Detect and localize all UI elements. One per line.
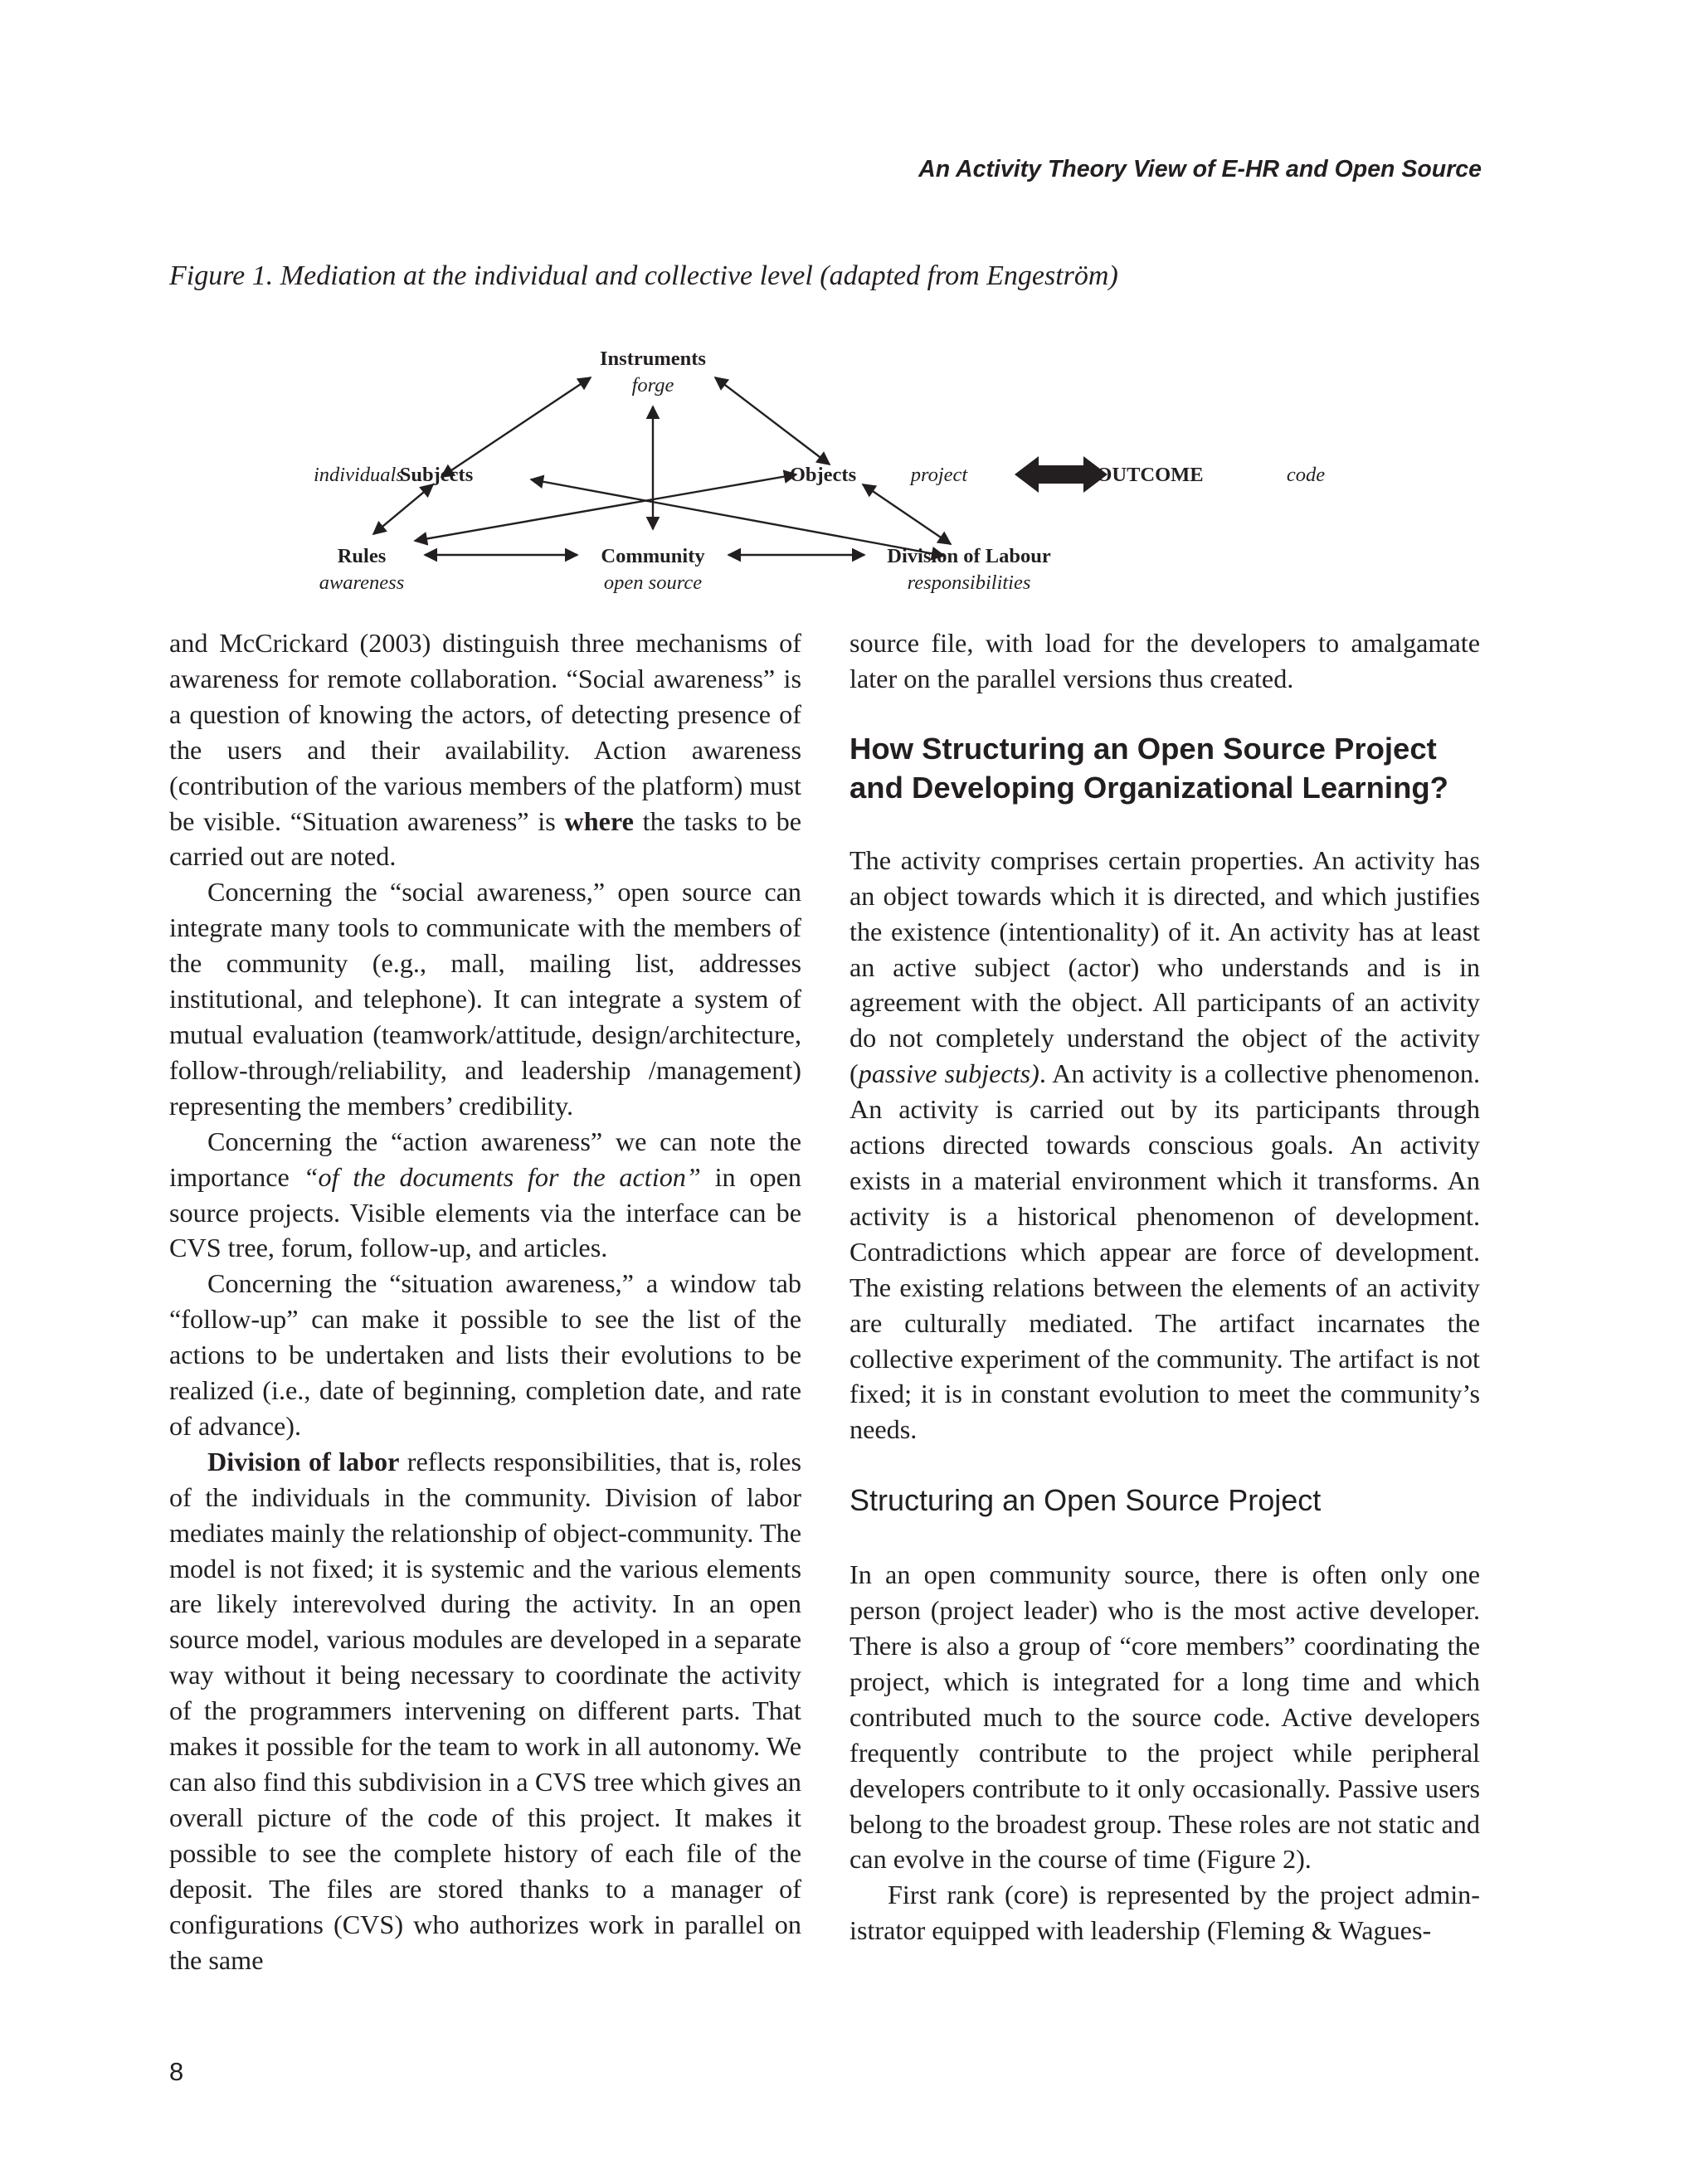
running-head: An Activity Theory View of E-HR and Open Source <box>918 156 1482 182</box>
node-community-sub: open source <box>603 572 703 594</box>
node-division-sub: responsibilities <box>907 572 1031 594</box>
arrow-objects-division <box>863 484 951 544</box>
node-objects-side: project <box>910 464 968 486</box>
paragraph: In an open community source, there is often only one person (project leader) who is the most active developer. There is also a group of “core members” coordinating the project, which is integrated for a long time and which contributed much to the source code. Active developers frequently contribute to the project while peripheral developers contribute to it only occasionally. Passive users belong to the broadest group. These roles are not static and can evolve in the course of time (Figure 2). <box>850 1559 1480 1875</box>
figure-caption: Figure 1. Mediation at the individual and collective level (adapted from Engeström) <box>169 260 1118 291</box>
node-subjects: Subjects <box>399 464 474 486</box>
arrow-instruments-objects <box>715 377 830 465</box>
node-outcome: OUTCOME <box>1096 464 1204 486</box>
paragraph: Concerning the “social awareness,” open source can integrate many tools to communicate with the members of the community (e.g., mall, mailing list, addresses institutional, and telephone). It can integrate a system of mutual evaluation (teamwork/attitude, design/architecture, follow-through/reliability, and leadership /management) representing the members’ credibility. <box>169 877 801 1121</box>
left-column <box>169 625 801 1977</box>
right-column <box>850 625 1480 1948</box>
node-objects: Objects <box>789 464 857 486</box>
activity-theory-diagram <box>282 340 1361 606</box>
paragraph: Concerning the “action awareness” we can note the importance “of the documents for the action” in open source projects. Visible elements via the interface can be CVS tree, forum, follow-up, and articles. <box>169 1126 801 1263</box>
paragraph: source file, with load for the developers to amalgamate later on the parallel versions thus created. <box>850 628 1480 693</box>
arrow-subjects-instruments <box>441 377 591 477</box>
paragraph: Concerning the “situation awareness,” a window tab “follow-up” can make it possible to see the list of the actions to be undertaken and lists their evolutions to be realized (i.e., date of beginning, completion date, and rate of advance). <box>169 1268 801 1441</box>
paragraph: Division of labor reflects responsibilities, that is, roles of the individuals in the community. Division of labor mediates mainly the relationship of object-community. The model is not fixed; it is systemic and the various elements are likely interevolved during the activity. In an open source model, various modules are developed in a separate way without it being necessary to coordinate the activity of the programmers intervening on different parts. That makes it possible for the team to work in all autonomy. We can also find this subdivision in a CVS tree which gives an overall picture of the code of this project. It makes it possible to see the complete history of each file of the deposit. The files are stored thanks to a manager of configurations (CVS) who authorizes work in parallel on the same <box>169 1446 801 1975</box>
paragraph: First rank (core) is represented by the project administrator equipped with leadership (Fleming & Wagues- <box>850 1880 1480 1946</box>
node-rules: Rules <box>337 545 387 567</box>
node-outcome-side: code <box>1286 464 1326 486</box>
page-number: 8 <box>169 2057 184 2086</box>
paragraph: and McCrickard (2003) distinguish three mechanisms of awareness for remote collaboration. “Social awareness” is a question of knowing the actors, of detecting presence of the users and their availability. Action awareness (contribution of the various members of the platform) must be visible. “Situation awareness” is where the tasks to be carried out are noted. <box>169 628 801 872</box>
node-instruments-sub: forge <box>631 374 674 396</box>
node-division: Division of Labour <box>887 545 1051 567</box>
paragraph: The activity comprises certain properties. An activity has an object towards which it is directed, and which justifies the existence (intentionality) of it. An activity has at least an active subject (actor) who understands and is in agreement with the object. All participants of an activity do not completely understand the object of the activity (passive subjects). An activity is a collective phenomenon. An activity is carried out by its participants through actions directed towards conscious goals. An activity exists in a material environment which it transforms. An activity is a historical phenomenon of development. Contradictions which appear are force of development. The existing relations between the elements of an activity are culturally mediated. The artifact incarnates the collective experiment of the community. The artifact is not fixed; it is in constant evolution to meet the community’s needs. <box>850 844 1481 1445</box>
node-rules-sub: awareness <box>319 572 405 594</box>
subsection-heading: Structuring an Open Source Project <box>850 1483 1322 1518</box>
node-subjects-side: individuals <box>314 464 404 486</box>
arrow-subjects-division <box>531 479 944 556</box>
arrow-objects-outcome <box>1015 456 1108 493</box>
node-community: Community <box>601 545 705 567</box>
node-instruments: Instruments <box>600 348 706 370</box>
arrow-subjects-rules <box>373 484 433 534</box>
section-heading: How Structuring an Open Source Project and Developing Organizational Learning? <box>850 731 1448 805</box>
